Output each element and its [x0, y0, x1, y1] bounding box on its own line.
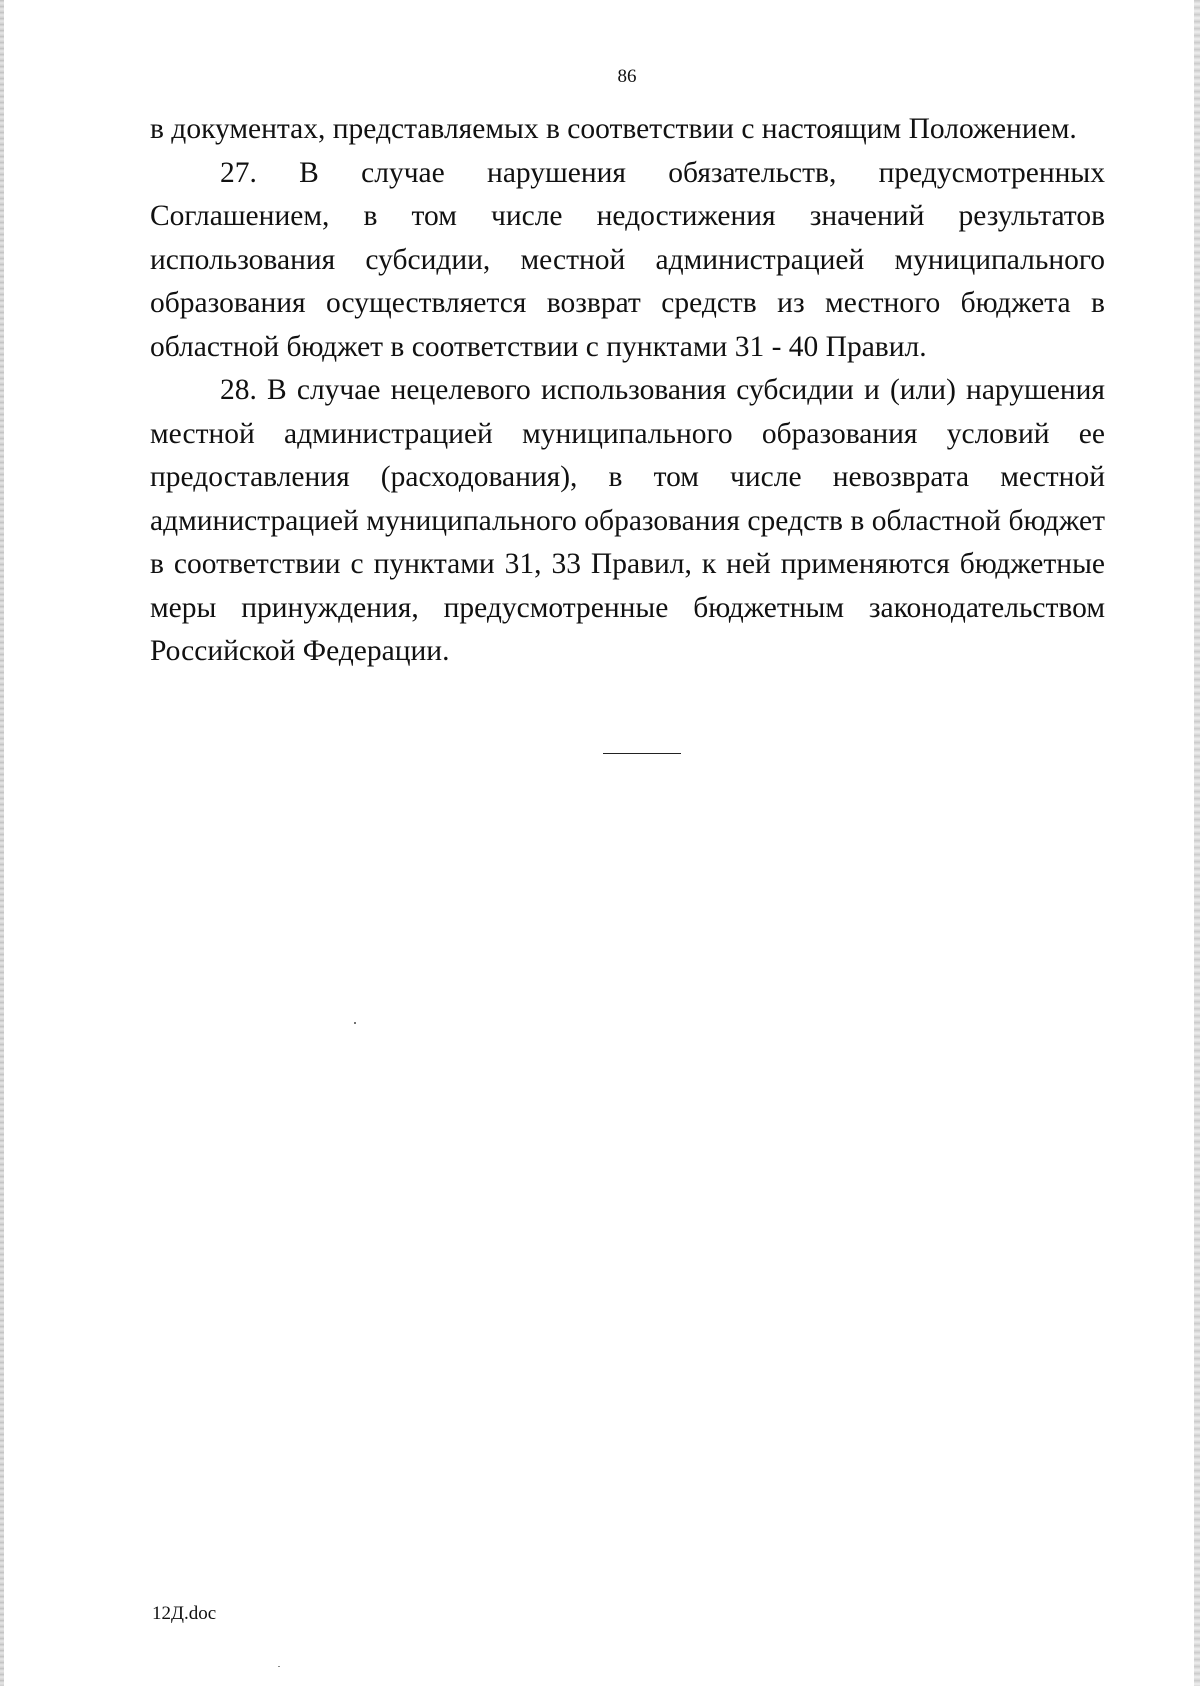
page-number: 86 [617, 66, 637, 87]
document-body [150, 108, 1105, 674]
paragraph-27: 27. В случае нарушения обязательств, предусмотренных Соглашением, в том числе недостижения значений результатов использования субсидии, местной администрацией муниципального образования осуществляется возврат средств из местного бюджета в областной бюджет в соответствии с пунктами 31 - 40 Правил. [150, 156, 1105, 363]
paragraph-continuation: в документах, представляемых в соответствии с настоящим Положением. [150, 113, 1077, 145]
footer-filename: 12Д.doc [152, 1603, 217, 1624]
scan-speck [278, 1666, 280, 1667]
scan-speck [354, 1022, 356, 1024]
paragraph-28: 28. В случае нецелевого использования субсидии и (или) нарушения местной администрацией муниципального образования условий ее предоставления (расходования), в том числе невозврата местной администрацией муниципального образования средств в областной бюджет в соответствии с пунктами 31, 33 Правил, к ней применяются бюджетные меры принуждения, предусмотренные бюджетным законодательством Российской Федерации. [150, 374, 1105, 667]
end-separator-line [603, 753, 681, 754]
scan-edge-left [0, 0, 4, 1686]
scan-edge-right [1194, 0, 1200, 1686]
